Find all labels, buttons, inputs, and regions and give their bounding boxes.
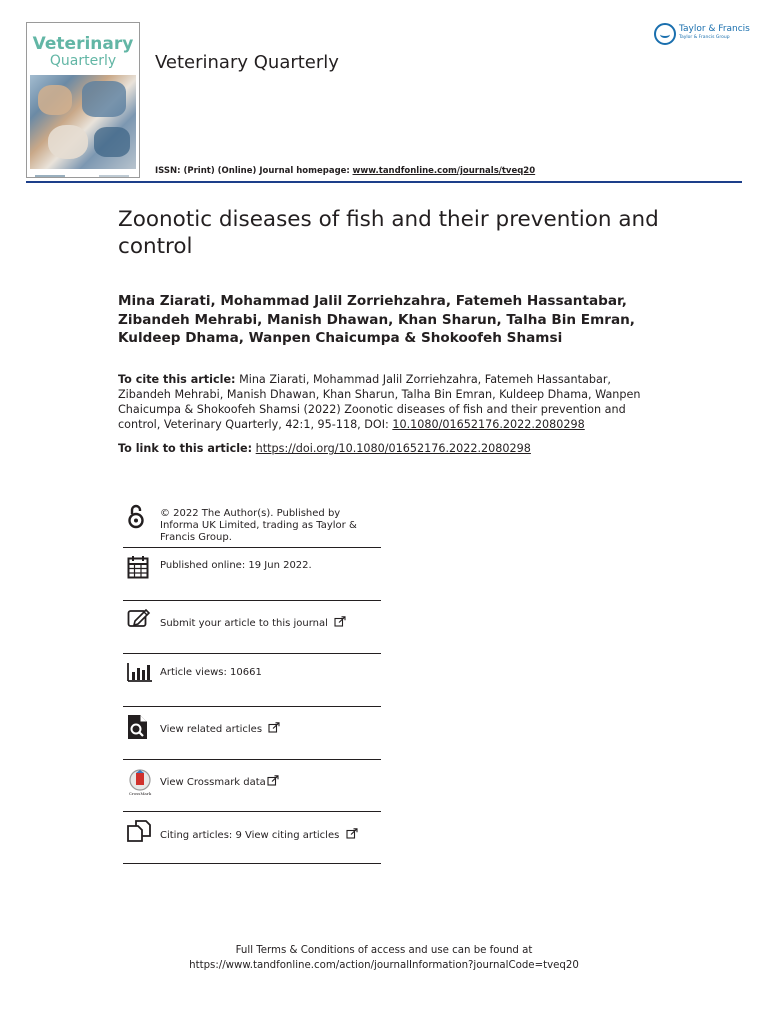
- crossmark-link[interactable]: View Crossmark data: [160, 777, 266, 788]
- cite-text: Mina Ziarati, Mohammad Jalil Zorriehzahra, Fatemeh Hassantabar, Zibandeh Mehrabi, Manish Dhawan, Khan Sharun, Talha Bin Emran, Kuldeep Dhama, Wanpen Chaicumpa & Shokoofeh Shamsi (2022) Zoonotic diseases of fish and their prevention and control, Veterinary Quarterly, 42:1, 95-118, DOI:: [118, 373, 641, 431]
- external-link-icon: [346, 828, 358, 839]
- submit-article-link[interactable]: Submit your article to this journal: [160, 618, 328, 629]
- cover-photo: [30, 75, 136, 169]
- citing-articles-icon: [127, 820, 151, 842]
- open-access-row: [123, 498, 381, 548]
- publisher-logo-icon: [654, 23, 676, 45]
- article-authors: Mina Ziarati, Mohammad Jalil Zorriehzahra, Fatemeh Hassantabar, Zibandeh Mehrabi, Manish Dhawan, Khan Sharun, Talha Bin Emran, Kuldeep Dhama, Wanpen Chaicumpa & Shokoofeh Shamsi: [118, 293, 635, 346]
- publisher-logo[interactable]: [654, 22, 750, 48]
- published-row: [123, 548, 381, 601]
- crossmark-logo-text: CrossMark: [128, 791, 152, 796]
- issn-label: ISSN: (Print) (Online) Journal homepage:: [155, 166, 350, 176]
- link-label: To link to this article:: [118, 442, 253, 455]
- article-views: Article views: 10661: [160, 667, 262, 678]
- article-doi-link[interactable]: https://doi.org/10.1080/01652176.2022.2080298: [255, 442, 531, 455]
- publisher-name: Taylor & Francis: [679, 24, 750, 34]
- journal-name: Veterinary Quarterly: [155, 52, 339, 73]
- citing-articles-link[interactable]: Citing articles: 9 View citing articles: [160, 830, 340, 841]
- header-divider: [26, 181, 742, 183]
- cite-doi-link[interactable]: 10.1080/01652176.2022.2080298: [392, 418, 585, 431]
- views-row: [123, 654, 381, 707]
- cover-subtitle: Quarterly: [49, 53, 117, 69]
- journal-cover: [26, 22, 140, 178]
- crossmark-row[interactable]: [123, 760, 381, 812]
- journal-homepage-link[interactable]: www.tandfonline.com/journals/tveq20: [352, 166, 536, 176]
- open-access-text: © 2022 The Author(s). Published by Informa UK Limited, trading as Taylor & Francis Group.: [160, 508, 357, 543]
- published-date: Published online: 19 Jun 2022.: [160, 560, 312, 571]
- external-link-icon: [334, 616, 346, 627]
- external-link-icon: [268, 722, 280, 733]
- article-link-line: [118, 441, 663, 456]
- publisher-subname: Taylor & Francis Group: [679, 35, 730, 40]
- issn-line: [155, 166, 535, 176]
- terms-footer: [0, 943, 768, 973]
- citation-block: [118, 372, 663, 432]
- cite-label: To cite this article:: [118, 373, 236, 386]
- edit-icon: [127, 608, 151, 628]
- related-row[interactable]: [123, 707, 381, 760]
- article-title: Zoonotic diseases of fish and their prevention and control: [118, 207, 659, 259]
- bar-chart-icon: [127, 662, 153, 682]
- related-articles-link[interactable]: View related articles: [160, 724, 263, 735]
- related-articles-icon: [127, 714, 149, 740]
- calendar-icon: [127, 555, 149, 579]
- crossmark-icon: [127, 768, 153, 796]
- footer-line-1: Full Terms & Conditions of access and use can be found at: [235, 945, 533, 956]
- external-link-icon: [267, 775, 279, 786]
- citing-row[interactable]: [123, 812, 381, 864]
- submit-row[interactable]: [123, 601, 381, 654]
- footer-terms-link[interactable]: https://www.tandfonline.com/action/journalInformation?journalCode=tveq20: [189, 960, 579, 971]
- open-access-icon: [127, 503, 145, 529]
- cover-title: Veterinary: [32, 34, 134, 54]
